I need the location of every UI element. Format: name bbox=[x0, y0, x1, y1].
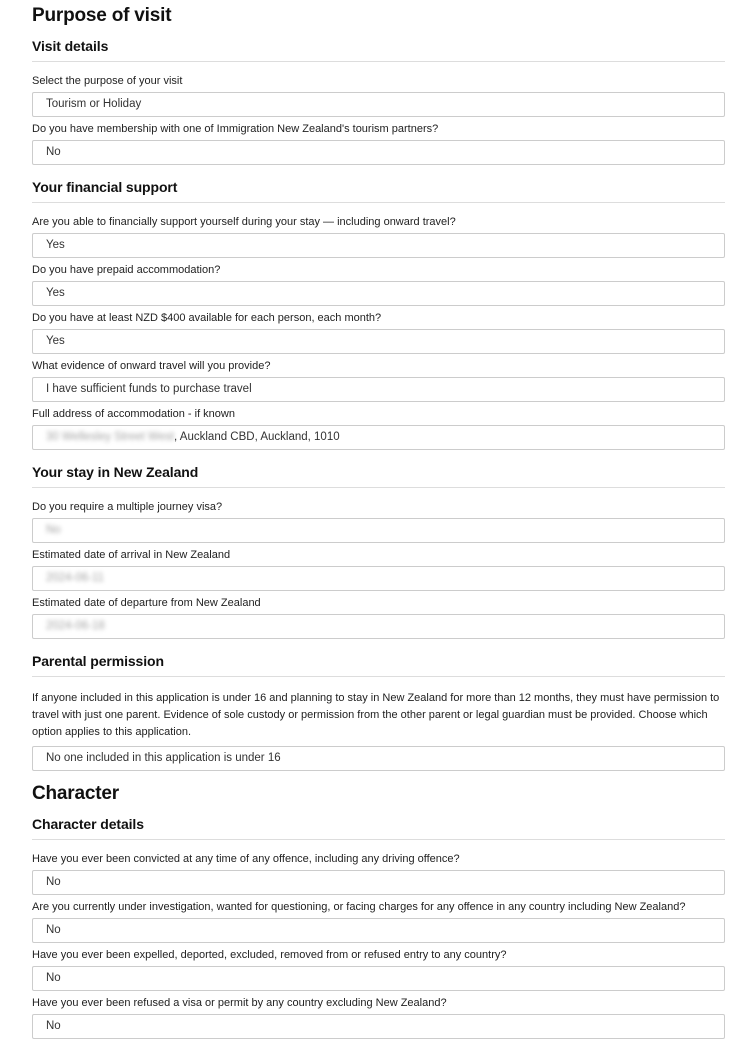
tourism-partner-membership-value-box[interactable] bbox=[32, 140, 725, 165]
field-visit-purpose bbox=[32, 75, 725, 117]
convicted-offence-value: No bbox=[46, 876, 61, 888]
heading-parental-permission: Parental permission bbox=[32, 653, 164, 669]
field-prepaid-accommodation bbox=[32, 264, 725, 306]
refused-visa-value-box[interactable] bbox=[32, 1014, 725, 1039]
accommodation-address-label: Full address of accommodation - if known bbox=[32, 408, 235, 420]
field-nzd-400-available bbox=[32, 312, 725, 354]
financial-support-self-value: Yes bbox=[46, 239, 65, 251]
heading-character-details: Character details bbox=[32, 816, 144, 832]
field-deported-refused-entry bbox=[32, 949, 725, 991]
heading-financial-support: Your financial support bbox=[32, 179, 178, 195]
deported-refused-entry-value: No bbox=[46, 972, 61, 984]
heading-stay-in-new-zealand: Your stay in New Zealand bbox=[32, 464, 199, 480]
onward-travel-evidence-value: I have sufficient funds to purchase travel bbox=[46, 383, 252, 395]
section-character bbox=[32, 783, 725, 1039]
under-investigation-value-box[interactable] bbox=[32, 918, 725, 943]
section-purpose-of-visit bbox=[32, 5, 725, 771]
tourism-partner-membership-value: No bbox=[46, 146, 61, 158]
departure-date-redacted-value: 2024-06-18 bbox=[46, 620, 105, 632]
convicted-offence-value-box[interactable] bbox=[32, 870, 725, 895]
field-under-investigation bbox=[32, 901, 725, 943]
onward-travel-evidence-label: What evidence of onward travel will you provide? bbox=[32, 360, 271, 372]
departure-date-label: Estimated date of departure from New Zealand bbox=[32, 597, 261, 609]
divider bbox=[32, 676, 725, 677]
prepaid-accommodation-label: Do you have prepaid accommodation? bbox=[32, 264, 221, 276]
heading-visit-details: Visit details bbox=[32, 38, 109, 54]
subsection-character-details bbox=[32, 816, 725, 1039]
divider bbox=[32, 202, 725, 203]
deported-refused-entry-value-box[interactable] bbox=[32, 966, 725, 991]
parental-permission-value: No one included in this application is under 16 bbox=[46, 752, 281, 764]
multiple-journey-visa-redacted-value: No bbox=[46, 524, 61, 536]
multiple-journey-visa-label: Do you require a multiple journey visa? bbox=[32, 501, 223, 513]
subsection-stay-in-new-zealand bbox=[32, 464, 725, 639]
onward-travel-evidence-value-box[interactable] bbox=[32, 377, 725, 402]
departure-date-value-box[interactable] bbox=[32, 614, 725, 639]
accommodation-address-value-box[interactable] bbox=[32, 425, 725, 450]
subsection-visit-details bbox=[32, 38, 725, 165]
refused-visa-value: No bbox=[46, 1020, 61, 1032]
field-parental-permission-option bbox=[32, 746, 725, 771]
field-departure-date bbox=[32, 597, 725, 639]
refused-visa-label: Have you ever been refused a visa or permit by any country excluding New Zealand? bbox=[32, 997, 447, 1009]
field-arrival-date bbox=[32, 549, 725, 591]
nzd-400-available-value: Yes bbox=[46, 335, 65, 347]
field-tourism-partner-membership bbox=[32, 123, 725, 165]
visit-purpose-value: Tourism or Holiday bbox=[46, 98, 142, 110]
field-financial-support-self bbox=[32, 216, 725, 258]
nzd-400-available-label: Do you have at least NZD $400 available for each person, each month? bbox=[32, 312, 382, 324]
parental-permission-description: If anyone included in this application is under 16 and planning to stay in New Zealand for more than 12 months, they must have permission to travel with just one parent. Evidence of sole custody or permission from the other parent or legal guardian must be provided. Choose which option applies to this application. bbox=[32, 692, 720, 738]
multiple-journey-visa-value-box[interactable] bbox=[32, 518, 725, 543]
field-convicted-offence bbox=[32, 853, 725, 895]
prepaid-accommodation-value-box[interactable] bbox=[32, 281, 725, 306]
subsection-financial-support bbox=[32, 179, 725, 450]
arrival-date-value-box[interactable] bbox=[32, 566, 725, 591]
deported-refused-entry-label: Have you ever been expelled, deported, excluded, removed from or refused entry to any country? bbox=[32, 949, 507, 961]
convicted-offence-label: Have you ever been convicted at any time of any offence, including any driving offence? bbox=[32, 853, 460, 865]
visit-purpose-value-box[interactable] bbox=[32, 92, 725, 117]
field-accommodation-address bbox=[32, 408, 725, 450]
heading-character: Character bbox=[32, 783, 119, 804]
subsection-parental-permission bbox=[32, 653, 725, 771]
accommodation-address-redacted-value: 30 Wellesley Street West bbox=[46, 431, 175, 443]
prepaid-accommodation-value: Yes bbox=[46, 287, 65, 299]
financial-support-self-label: Are you able to financially support yourself during your stay — including onward travel? bbox=[32, 216, 456, 228]
under-investigation-label: Are you currently under investigation, wanted for questioning, or facing charges for any offence in any country including New Zealand? bbox=[32, 901, 686, 913]
field-onward-travel-evidence bbox=[32, 360, 725, 402]
heading-purpose-of-visit: Purpose of visit bbox=[32, 5, 172, 26]
tourism-partner-membership-label: Do you have membership with one of Immigration New Zealand's tourism partners? bbox=[32, 123, 439, 135]
parental-permission-value-box[interactable] bbox=[32, 746, 725, 771]
field-multiple-journey-visa bbox=[32, 501, 725, 543]
divider bbox=[32, 487, 725, 488]
nzd-400-available-value-box[interactable] bbox=[32, 329, 725, 354]
under-investigation-value: No bbox=[46, 924, 61, 936]
divider bbox=[32, 61, 725, 62]
arrival-date-redacted-value: 2024-06-11 bbox=[46, 572, 104, 584]
visit-purpose-label: Select the purpose of your visit bbox=[32, 75, 183, 87]
field-refused-visa bbox=[32, 997, 725, 1039]
divider bbox=[32, 839, 725, 840]
arrival-date-label: Estimated date of arrival in New Zealand bbox=[32, 549, 231, 561]
accommodation-address-value: , Auckland CBD, Auckland, 1010 bbox=[174, 431, 340, 443]
financial-support-self-value-box[interactable] bbox=[32, 233, 725, 258]
